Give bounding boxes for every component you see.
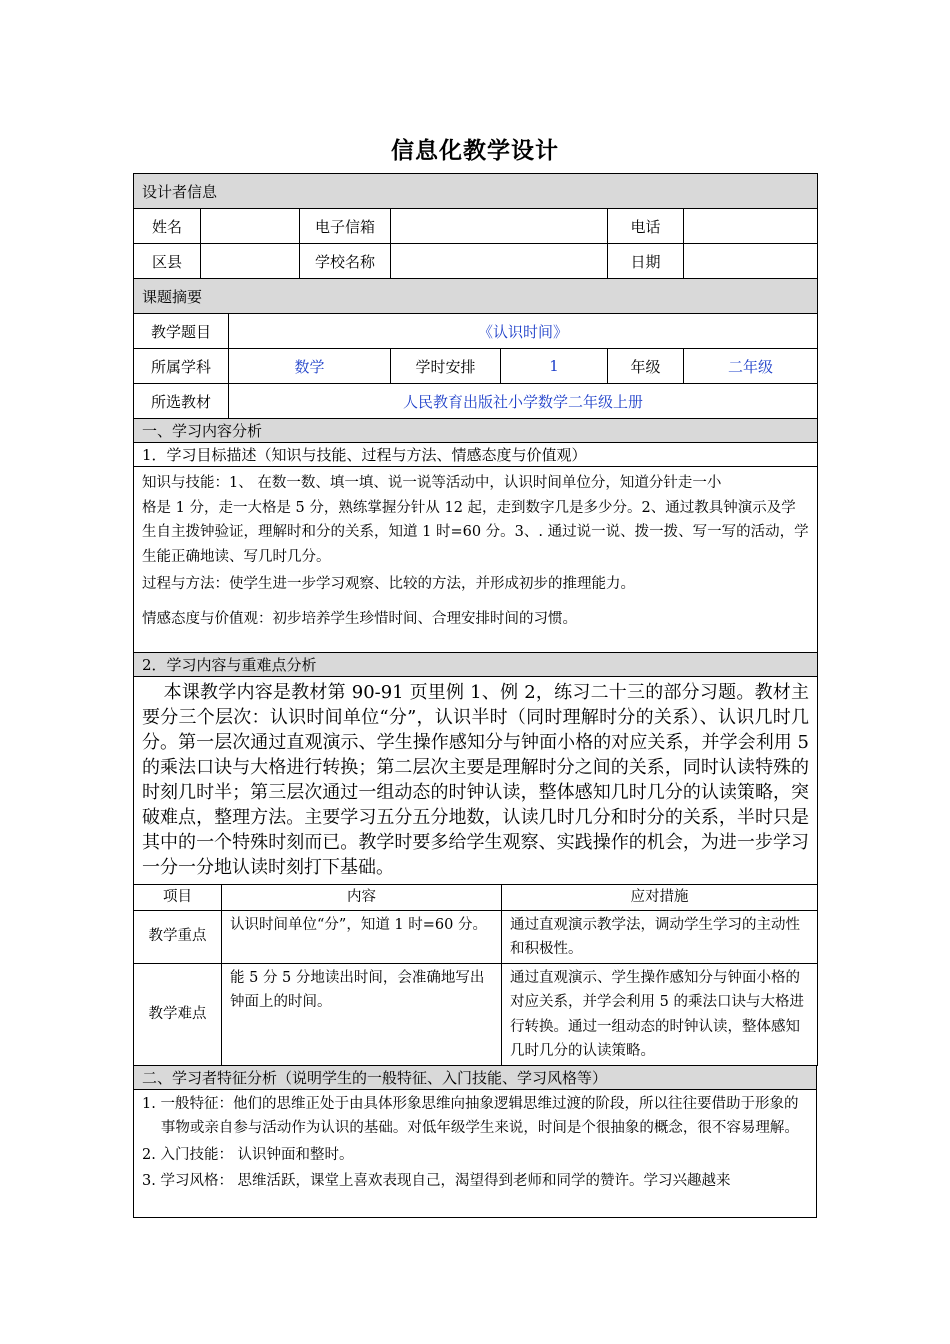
document-title: 信息化教学设计 [391,137,559,164]
goal-line: 格是 1 分，走一大格是 5 分，熟练掌握分针从 12 起，走到数字几是多少分。2、通过教具钟演示及学生自主拨钟验证，理解时和分的关系，知道 1 时=60 分。3、. 通过说一说、拨一拨、写一写的活动，学生能正确地读、写几时几分。 [142,499,809,565]
content-analysis [134,677,818,885]
key-points-table [133,884,818,1066]
hours-value: 1 [501,349,608,384]
kp-row-item: 教学难点 [134,963,222,1065]
kp-header-measure: 应对措施 [502,885,818,911]
content-paragraph: 本课教学内容是教材第 90-91 页里例 1、例 2，练习二十三的部分习题。教材主要分三个层次：认识时间单位“分”，认识半时（同时理解时分的关系）、认识几时几分。第一层次通过直观演示、学生操作感知分与钟面小格的对应关系，并学会利用 5 的乘法口诀与大格进行转换；第二层次主要是理解时分之间的关系，同时认读特殊的时刻几时半；第三层次通过一组动态的时钟认读，整体感知几时几分的认读策略，突破难点，整理方法。主要学习五分五分地数，认读几时几分和时分的关系，半时只是其中的一个特殊时刻而已。教学时要多给学生观察、实践操作的机会，为进一步学习一分一分地认读时刻打下基础。 [142,682,810,878]
phone-field[interactable] [684,209,818,244]
goal-heading: 1．学习目标描述（知识与技能、过程与方法、情感态度与价值观） [134,443,818,467]
district-field[interactable] [201,244,300,279]
kp-row-measure: 通过直观演示教学法，调动学生学习的主动性和积极性。 [502,910,818,963]
kp-header-item: 项目 [134,885,222,911]
school-field[interactable] [391,244,608,279]
hours-label: 学时安排 [391,349,501,384]
date-label: 日期 [608,244,684,279]
kp-row-measure: 通过直观演示、学生操作感知分与钟面小格的对应关系，并学会利用 5 的乘法口诀与大格进行转换。通过一组动态的时钟认读，整体感知几时几分的认读策略。 [502,963,818,1065]
learner-line: 1. 一般特征：他们的思维正处于由具体形象思维向抽象逻辑思维过渡的阶段，所以往往要借助于形象的事物或亲自参与活动作为认识的基础。对低年级学生来说，时间是个很抽象的概念，很不容易理解。 [142,1095,799,1136]
topic-value: 《认识时间》 [229,314,818,349]
learner-analysis [134,1089,817,1217]
content-heading: 2．学习内容与重难点分析 [134,653,818,677]
name-label: 姓名 [134,209,201,244]
grade-value: 二年级 [684,349,818,384]
email-label: 电子信箱 [300,209,391,244]
phone-label: 电话 [608,209,684,244]
name-field[interactable] [201,209,300,244]
main-table [133,173,818,885]
kp-row-item: 教学重点 [134,910,222,963]
date-field[interactable] [684,244,818,279]
summary-section-header: 课题摘要 [134,279,818,314]
topic-label: 教学题目 [134,314,229,349]
goal-description [134,467,818,653]
design-form [133,173,817,1218]
goal-line: 过程与方法：使学生进一步学习观察、比较的方法，并形成初步的推理能力。 [142,576,635,592]
kp-row-content: 认识时间单位“分”，知道 1 时=60 分。 [222,910,502,963]
district-label: 区县 [134,244,201,279]
goal-line: 情感态度与价值观：初步培养学生珍惜时间、合理安排时间的习惯。 [142,610,577,627]
learner-line: 2. 入门技能： 认识钟面和整时。 [142,1146,354,1163]
subject-label: 所属学科 [134,349,229,384]
designer-section-header: 设计者信息 [134,174,818,209]
learner-line: 3. 学习风格： 思维活跃，课堂上喜欢表现自己，渴望得到老师和同学的赞许。学习兴趣越来 [142,1173,731,1189]
kp-header-content: 内容 [222,885,502,911]
grade-label: 年级 [608,349,684,384]
textbook-label: 所选教材 [134,384,229,419]
school-label: 学校名称 [300,244,391,279]
email-field[interactable] [391,209,608,244]
subject-value: 数学 [229,349,391,384]
learner-table [133,1065,817,1218]
section1-header: 一、学习内容分析 [134,419,818,443]
kp-row-content: 能 5 分 5 分地读出时间，会准确地写出钟面上的时间。 [222,963,502,1065]
goal-line: 知识与技能：1、 在数一数、填一填、说一说等活动中，认识时间单位分，知道分针走一小 [142,475,722,491]
textbook-value: 人民教育出版社小学数学二年级上册 [229,384,818,419]
section2-header: 二、学习者特征分析（说明学生的一般特征、入门技能、学习风格等） [134,1065,817,1089]
